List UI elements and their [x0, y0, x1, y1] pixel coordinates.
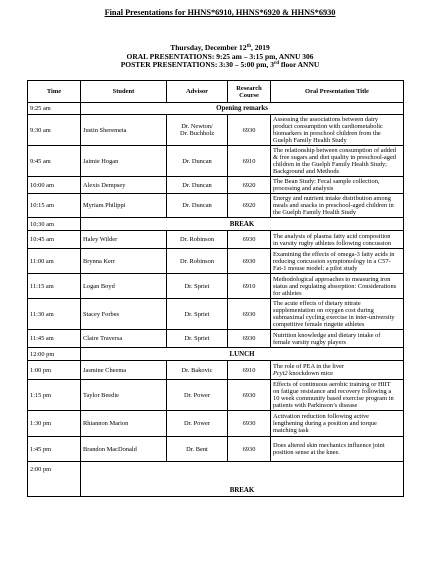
student-cell: Myriam Philippi — [81, 194, 167, 218]
col-header-course: Research Course — [228, 81, 271, 103]
advisor-name: Dr. Buchholz — [179, 130, 215, 137]
title-line: Methodological approaches to measuring iron — [273, 275, 391, 283]
title-line: product consumption with cardiometabolic — [273, 123, 383, 130]
presentation-row — [28, 411, 404, 437]
advisor-cell — [167, 194, 228, 218]
title-line: The acute effects of dietary nitrate — [273, 300, 361, 307]
advisor-cell — [167, 361, 228, 380]
session-label: Opening remarks — [81, 103, 404, 115]
title-line: The analysis of plasma fatty acid composition — [273, 232, 391, 240]
time-cell: 10:30 am — [28, 218, 81, 231]
advisor-name: Dr. Power — [184, 420, 210, 427]
advisor-cell — [167, 231, 228, 249]
title-line: processing and analysis — [273, 185, 334, 192]
presentation-title-cell — [271, 274, 404, 299]
presentation-title-cell — [271, 437, 404, 462]
title-line: reducing concussion symptomology in a C57- — [273, 257, 391, 265]
title-line: Background and Methods — [273, 168, 340, 175]
schedule-table — [27, 80, 404, 497]
title-line: for athletes — [273, 289, 302, 297]
poster-presentations-info: POSTER PRESENTATIONS: 3:30 – 5:00 pm, 3rd floor ANNU — [120, 60, 320, 70]
presentation-row — [28, 231, 404, 249]
course-cell: 6930 — [228, 249, 271, 274]
presentation-row — [28, 361, 404, 380]
document-title: Final Presentations for HHNS*6910, HHNS*6920 & HHNS*6930 — [104, 8, 336, 17]
presentation-title-cell — [271, 330, 404, 348]
presentation-row — [28, 380, 404, 411]
course-cell: 6920 — [228, 177, 271, 194]
student-cell: Jasmine Cheema — [81, 361, 167, 380]
title-line: meals and snacks in preschool-aged children in — [273, 202, 394, 209]
schedule-break-row — [28, 462, 404, 497]
event-header — [0, 44, 440, 70]
time-cell: 9:25 am — [28, 103, 81, 115]
student-cell: Brandon MacDonald — [81, 437, 167, 462]
title-line: Assessing the associations between dairy — [273, 116, 379, 123]
schedule-break-row — [28, 103, 404, 115]
time-cell: 12:00 pm — [28, 348, 81, 361]
course-cell: 6930 — [228, 115, 271, 146]
presentation-title-cell — [271, 380, 404, 411]
advisor-cell — [167, 146, 228, 177]
presentation-title-cell — [271, 194, 404, 218]
advisor-cell — [167, 330, 228, 348]
schedule-header-row — [28, 81, 404, 103]
title-line: & free sugars and diet quality in preschool-aged — [273, 154, 396, 161]
student-cell: Claire Traversa — [81, 330, 167, 348]
schedule-break-row — [28, 218, 404, 231]
student-cell: Alexis Dempsey — [81, 177, 167, 194]
advisor-name: Dr. Duncan — [182, 202, 212, 209]
course-cell: 6910 — [228, 361, 271, 380]
course-cell: 6920 — [228, 194, 271, 218]
course-cell: 6930 — [228, 437, 271, 462]
title-line: supplementation on oxygen cost during — [273, 307, 374, 314]
advisor-name: Dr. Spriet — [184, 310, 210, 318]
advisor-name: Dr. Newton/ — [181, 123, 213, 130]
time-cell: 1:00 pm — [28, 361, 81, 380]
title-line: The Bean Study: Fecal sample collection, — [273, 178, 380, 185]
title-line: children in the Guelph Family Health Study; — [273, 161, 387, 168]
presentation-row — [28, 274, 404, 299]
title-line: matching task — [273, 427, 309, 434]
presentation-title-cell — [271, 411, 404, 437]
title-line: 10 week community based exercise program in — [273, 395, 394, 402]
title-line: Examining the effects of omega-3 fatty acids in — [273, 250, 395, 258]
presentation-title-cell — [271, 299, 404, 330]
advisor-cell — [167, 299, 228, 330]
course-cell: 6910 — [228, 146, 271, 177]
presentation-row — [28, 177, 404, 194]
course-cell: 6930 — [228, 299, 271, 330]
student-cell: Taylor Beedie — [81, 380, 167, 411]
time-cell: 11:45 am — [28, 330, 81, 348]
title-line: Effects of continuous aerobic training or HIIT — [273, 381, 391, 388]
advisor-cell — [167, 437, 228, 462]
title-line: in varsity rugby athletes following concussion — [273, 239, 392, 247]
time-cell: 1:30 pm — [28, 411, 81, 437]
advisor-cell — [167, 115, 228, 146]
title-line: submaximal cycling exercise in inter-university — [273, 314, 395, 321]
advisor-name: Dr. Robinson — [179, 236, 215, 243]
title-line: Guelph Family Health Study — [273, 137, 347, 144]
advisor-name: Dr. Duncan — [182, 181, 212, 189]
title-line: position sense at the knee. — [273, 449, 340, 456]
time-cell: 2:00 pm — [28, 462, 81, 497]
advisor-name: Dr. Spriet — [184, 335, 210, 342]
title-line: Does altered skin mechanics influence joint — [273, 442, 385, 449]
title-line: lengthening during a position and torque — [273, 420, 377, 427]
session-label: BREAK — [81, 218, 404, 231]
advisor-name: Dr. Spriet — [184, 282, 210, 290]
presentation-title-cell — [271, 146, 404, 177]
student-cell: Logan Boyd — [81, 274, 167, 299]
advisor-cell — [167, 274, 228, 299]
col-header-student: Student — [81, 81, 167, 103]
presentation-row — [28, 330, 404, 348]
presentation-row — [28, 249, 404, 274]
title-line: Nutrition knowledge and dietary intake of — [273, 331, 381, 339]
time-cell: 10:45 am — [28, 231, 81, 249]
time-cell: 9:45 am — [28, 146, 81, 177]
advisor-name: Dr. Bakovic — [181, 366, 213, 374]
presentation-row — [28, 146, 404, 177]
title-line: female varsity rugby players — [273, 338, 346, 346]
title-line: biomarkers in preschool children from the — [273, 130, 381, 137]
presentation-row — [28, 299, 404, 330]
advisor-name: Dr. Power — [184, 391, 210, 399]
student-cell: Stacey Forbes — [81, 299, 167, 330]
session-label: LUNCH — [81, 348, 404, 361]
title-line: status and regulating absorption: Considerations — [273, 282, 397, 290]
title-line: The role of PEA in the liver — [273, 363, 344, 370]
event-date: Thursday, December 12th, 2019 — [170, 43, 270, 52]
title-line: Fat-1 mouse model: a pilot study — [273, 264, 358, 272]
title-line: competitive female ringette athletes — [273, 321, 365, 328]
time-cell: 1:15 pm — [28, 380, 81, 411]
presentation-title-cell — [271, 231, 404, 249]
presentation-title-cell — [271, 115, 404, 146]
course-cell: 6930 — [228, 231, 271, 249]
schedule-body — [28, 103, 404, 497]
title-line: patients with Parkinson’s disease — [273, 402, 358, 409]
gene-name: Pcyt2 — [273, 370, 288, 377]
title-line: Pcyt2 knockdown mice — [273, 370, 333, 377]
course-cell: 6930 — [228, 330, 271, 348]
time-cell: 10:00 am — [28, 177, 81, 194]
student-cell: Brynna Kerr — [81, 249, 167, 274]
course-cell: 6930 — [228, 411, 271, 437]
student-cell: Jaimie Hogan — [81, 146, 167, 177]
presentation-row — [28, 194, 404, 218]
advisor-cell — [167, 411, 228, 437]
student-cell: Rhiannon Marion — [81, 411, 167, 437]
student-cell: Haley Wilder — [81, 231, 167, 249]
advisor-cell — [167, 177, 228, 194]
course-cell: 6930 — [228, 380, 271, 411]
time-cell: 11:15 am — [28, 274, 81, 299]
time-cell: 11:00 am — [28, 249, 81, 274]
advisor-cell — [167, 249, 228, 274]
presentation-title-cell — [271, 361, 404, 380]
advisor-cell — [167, 380, 228, 411]
time-cell: 9:30 am — [28, 115, 81, 146]
advisor-name: Dr. Bent — [186, 445, 208, 453]
presentation-row — [28, 437, 404, 462]
advisor-name: Dr. Duncan — [182, 157, 212, 165]
title-line: Energy and nutrient intake distribution among — [273, 195, 391, 202]
oral-presentations-info: ORAL PRESENTATIONS: 9:25 am – 3:15 pm, ANNU 306 — [126, 51, 314, 61]
schedule-break-row — [28, 348, 404, 361]
advisor-name: Dr. Robinson — [179, 257, 215, 265]
col-header-advisor: Advisor — [167, 81, 228, 103]
student-cell: Justin Sheremeta — [81, 115, 167, 146]
col-header-time: Time — [28, 81, 81, 103]
time-cell: 1:45 pm — [28, 437, 81, 462]
presentation-title-cell — [271, 177, 404, 194]
session-label: BREAK — [81, 462, 404, 497]
title-line: the Guelph Family Health Study — [273, 209, 357, 216]
presentation-row — [28, 115, 404, 146]
presentation-title-cell — [271, 249, 404, 274]
col-header-title: Oral Presentation Title — [271, 81, 404, 103]
course-cell: 6910 — [228, 274, 271, 299]
time-cell: 11:30 am — [28, 299, 81, 330]
title-line: The relationship between consumption of added — [273, 147, 396, 154]
title-line: Activation reduction following active — [273, 413, 370, 420]
time-cell: 10:15 am — [28, 194, 81, 218]
title-line: on fatigue resistance and recovery following a — [273, 388, 392, 395]
